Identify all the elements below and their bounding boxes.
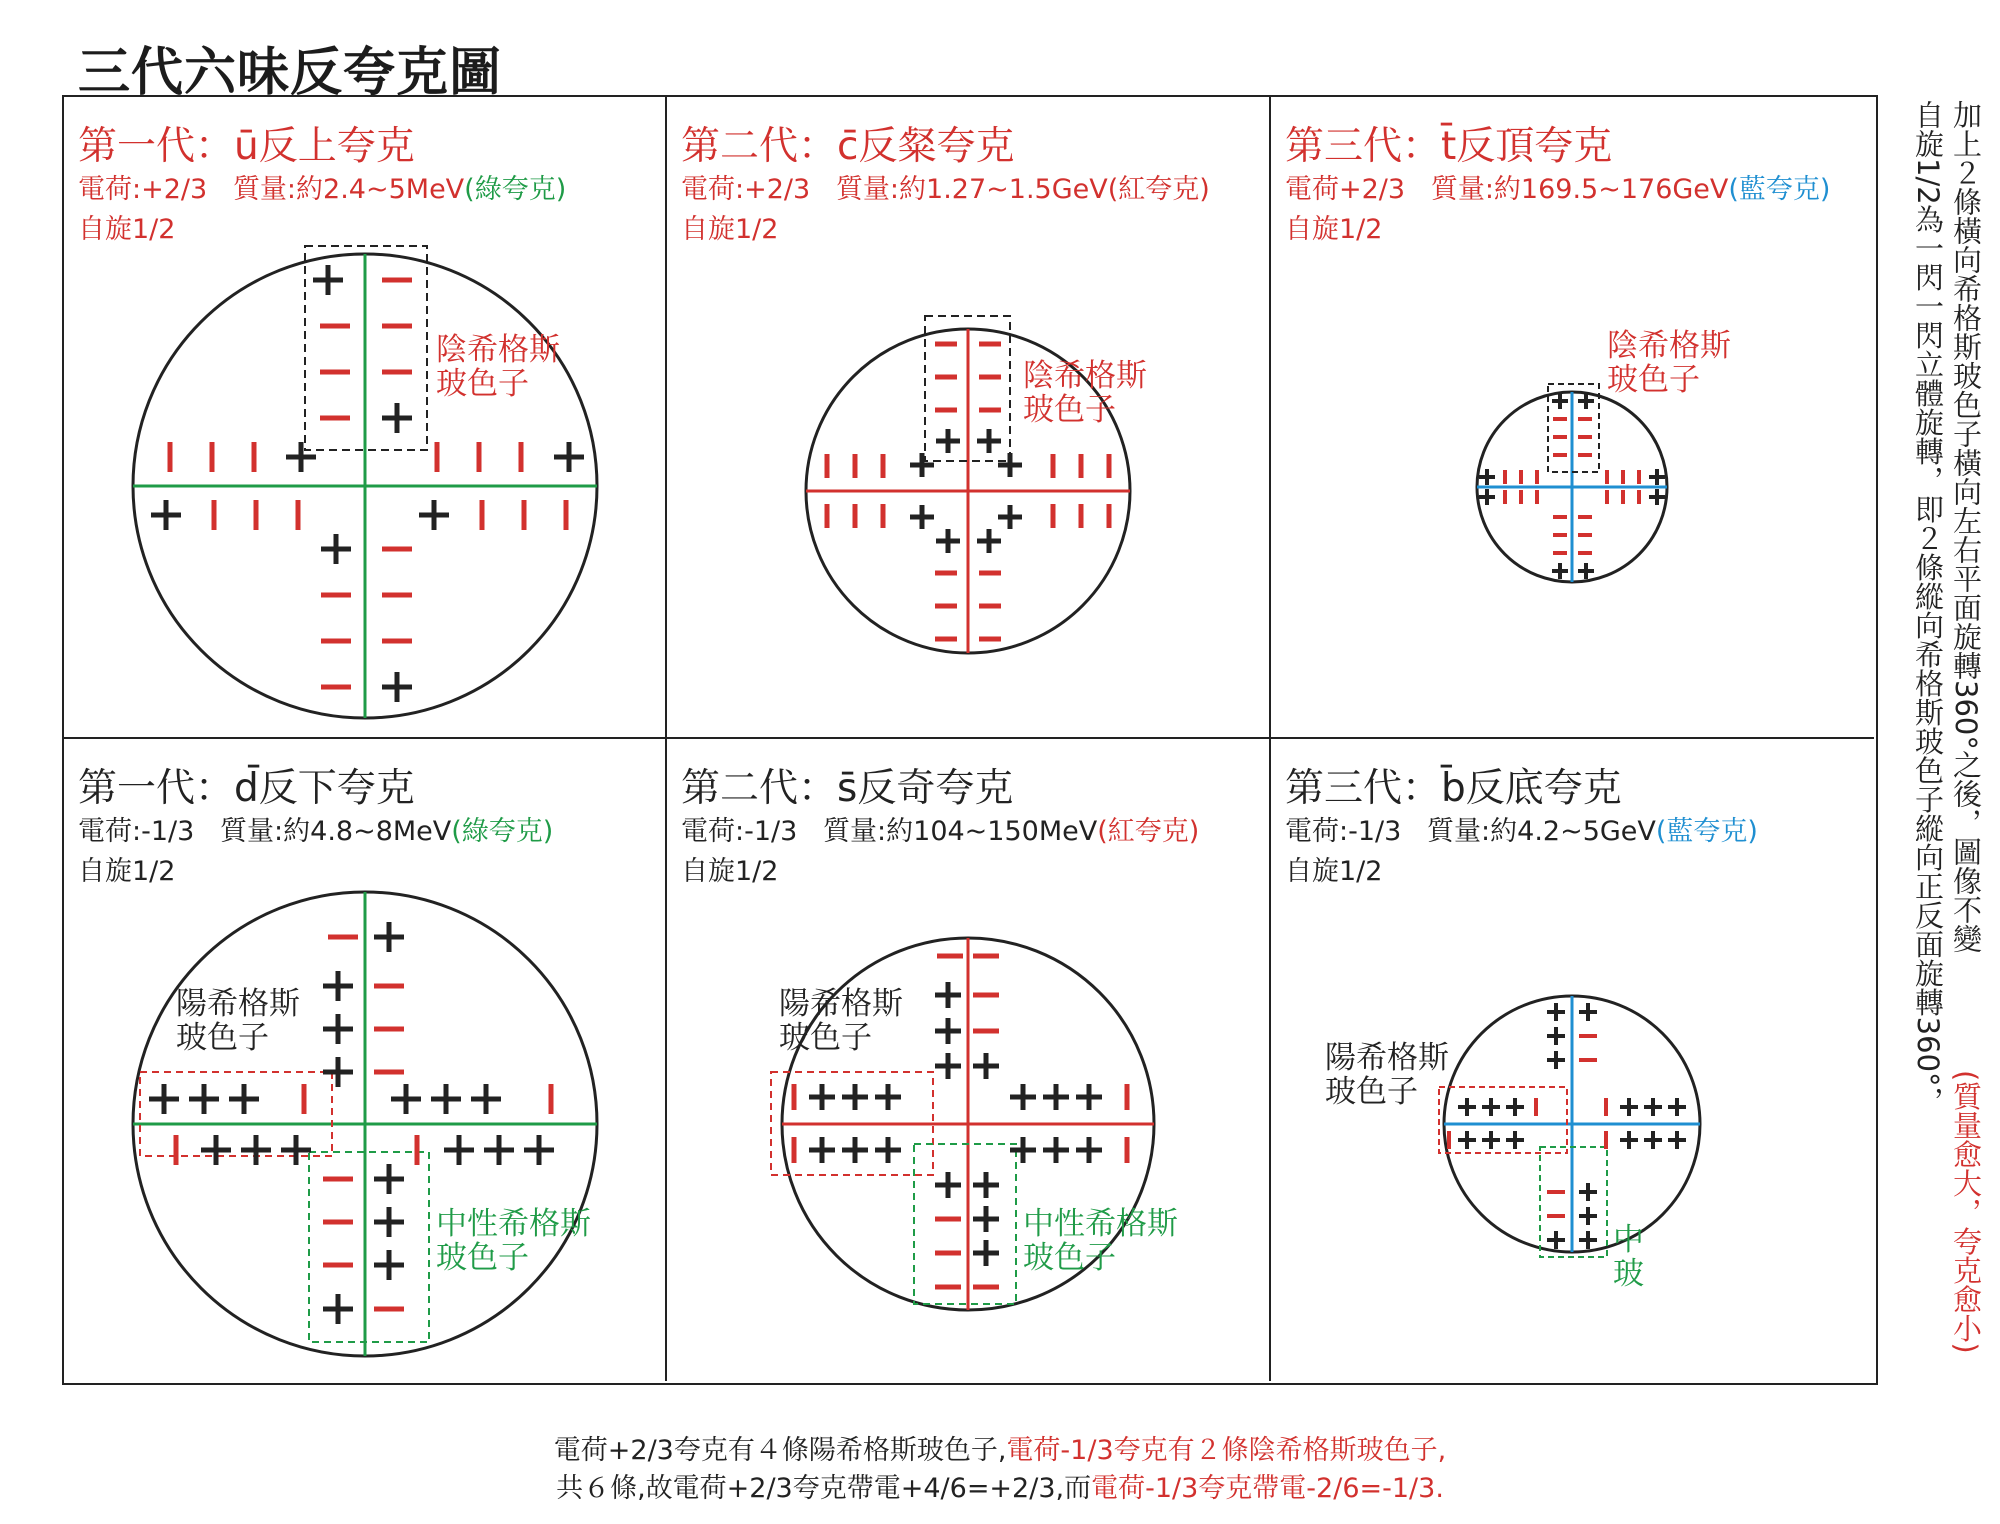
neutral-higgs-box <box>914 1144 1016 1304</box>
side-note-line3: (質量愈大，夸克愈小) <box>1949 1070 1983 1354</box>
spin-text: 自旋1/2 <box>681 856 779 887</box>
neutral-label-line2: 玻 <box>1613 1256 1644 1292</box>
neutral-label-line1: 中 <box>1613 1222 1644 1258</box>
mass-text: 質量:約4.8~8MeV <box>220 816 452 847</box>
top-marks <box>313 265 412 433</box>
color-tag: (藍夸克) <box>1655 816 1758 847</box>
mass-text: 質量:約1.27~1.5GeV <box>835 174 1108 205</box>
color-tag: (藍夸克) <box>1728 174 1831 205</box>
higgs-label-line1: 陽希格斯 <box>1325 1040 1449 1076</box>
page-title: 三代六味反夸克圖 <box>78 43 503 103</box>
higgs-label-line1: 陽希格斯 <box>176 986 300 1022</box>
positive-higgs-box <box>1439 1087 1567 1153</box>
panel-anti-top <box>1271 97 1874 739</box>
panel-anti-up <box>64 97 667 739</box>
red-marks <box>1449 1036 1606 1216</box>
higgs-label-line2: 玻色子 <box>779 1020 872 1056</box>
higgs-label <box>1023 359 1147 427</box>
spin-text: 自旋1/2 <box>681 214 779 245</box>
panel-anti-charm <box>667 97 1271 739</box>
color-tag: (紅夸克) <box>1097 816 1200 847</box>
spin-text: 自旋1/2 <box>1285 856 1383 887</box>
mass-text: 質量:約2.4~5MeV <box>232 174 465 205</box>
footer-line2-black: 共６條,故電荷+2/3夸克帶電+4/6=+2/3,而 <box>556 1473 1092 1504</box>
higgs-label <box>436 333 560 401</box>
color-tag: (綠夸克) <box>451 816 554 847</box>
footer-line1 <box>0 1428 2000 1467</box>
positive-higgs-label <box>779 987 903 1055</box>
spin-text: 自旋1/2 <box>1285 214 1383 245</box>
panel-title: 第二代：c̄反粲夸克 <box>681 124 1015 169</box>
higgs-label-line1: 陰希格斯 <box>436 332 560 368</box>
panel-title: 第二代：s̄反奇夸克 <box>681 766 1014 811</box>
footer-line2-red: 電荷-1/3夸克帶電-2/6=-1/3. <box>1091 1473 1444 1504</box>
spin-text: 自旋1/2 <box>78 214 176 245</box>
quark-diagram <box>667 97 1271 739</box>
charge-text: 電荷:-1/3 <box>1285 816 1402 847</box>
neutral-label-line1: 中性希格斯 <box>1023 1206 1178 1242</box>
color-tag: (綠夸克) <box>464 174 567 205</box>
higgs-label-line2: 玻色子 <box>436 366 529 402</box>
neutral-label-line2: 玻色子 <box>436 1240 529 1276</box>
higgs-label-line2: 玻色子 <box>176 1020 269 1056</box>
higgs-label-line2: 玻色子 <box>1023 392 1116 428</box>
spin-text: 自旋1/2 <box>78 856 176 887</box>
neutral-higgs-label <box>1023 1207 1178 1275</box>
footer-line1-red: 電荷-1/3夸克有２條陰希格斯玻色子, <box>1006 1435 1447 1466</box>
higgs-label-line1: 陰希格斯 <box>1607 328 1731 364</box>
charge-text: 電荷:-1/3 <box>78 816 195 847</box>
mass-text: 質量:約104~150MeV <box>823 816 1098 847</box>
quark-diagram <box>64 97 667 739</box>
color-tag: (紅夸克) <box>1107 174 1210 205</box>
panel-title: 第一代：ū反上夸克 <box>78 124 415 169</box>
footer-line2 <box>0 1466 2000 1505</box>
side-note <box>1882 100 1992 1400</box>
higgs-label <box>1607 329 1731 397</box>
panel-anti-bottom <box>1271 739 1874 1381</box>
positive-higgs-label <box>176 987 300 1055</box>
side-note-line2: 自旋1/2為一閃一閃立體旋轉，即２條縱向希格斯玻色子縱向正反面旋轉360°， <box>1911 100 1945 1116</box>
mass-text: 質量:約4.2~5GeV <box>1427 816 1656 847</box>
mass-text: 質量:約169.5~176GeV <box>1430 174 1729 205</box>
side-note-line1: 加上２條橫向希格斯玻色子橫向左右平面旋轉360°之後，圖像不變 <box>1949 100 1983 953</box>
neutral-label-line1: 中性希格斯 <box>436 1206 591 1242</box>
panel-title: 第三代：t̄反頂夸克 <box>1285 124 1613 169</box>
charge-text: 電荷:-1/3 <box>681 816 798 847</box>
quark-diagram <box>1271 97 1874 739</box>
higgs-label-line1: 陽希格斯 <box>779 986 903 1022</box>
higgs-label-line2: 玻色子 <box>1325 1074 1418 1110</box>
quark-diagram <box>64 739 667 1381</box>
charge-text: 電荷:+2/3 <box>78 174 208 205</box>
higgs-label-line2: 玻色子 <box>1607 362 1700 398</box>
neutral-label-line2: 玻色子 <box>1023 1240 1116 1276</box>
quark-grid <box>62 95 1878 1385</box>
charge-text: 電荷:+2/3 <box>681 174 811 205</box>
positive-higgs-label <box>1325 1041 1449 1109</box>
panel-title: 第三代：b̄反底夸克 <box>1285 766 1622 811</box>
panel-anti-down <box>64 739 667 1381</box>
quark-diagram <box>667 739 1271 1381</box>
panel-anti-strange <box>667 739 1271 1381</box>
footer-line1-black: 電荷+2/3夸克有４條陽希格斯玻色子, <box>553 1435 1007 1466</box>
neutral-higgs-label <box>1613 1223 1644 1291</box>
panel-title: 第一代：d̄反下夸克 <box>78 766 415 811</box>
charge-text: 電荷+2/3 <box>1285 174 1406 205</box>
higgs-label-line1: 陰希格斯 <box>1023 358 1147 394</box>
neutral-higgs-label <box>436 1207 591 1275</box>
